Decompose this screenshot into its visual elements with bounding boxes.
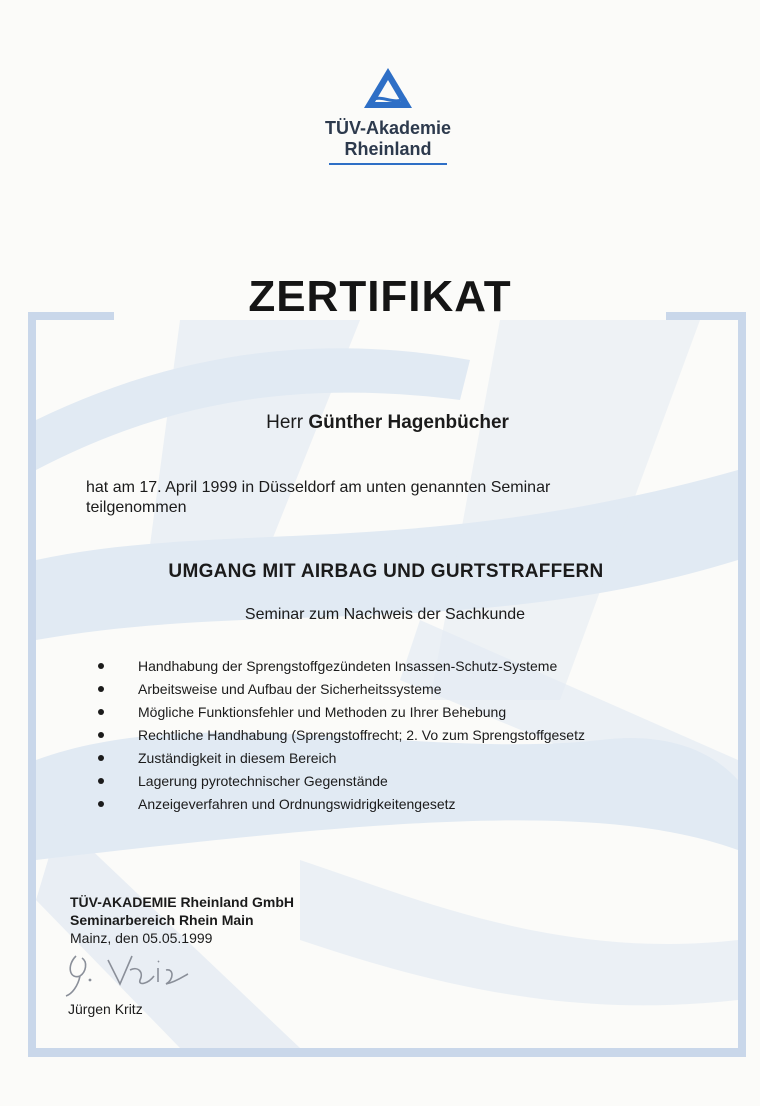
topic-text: Handhabung der Sprengstoffgezündeten Insassen-Schutz-Systeme — [138, 658, 558, 674]
bullet-icon — [98, 732, 104, 738]
statement-line-2: teilgenommen — [86, 499, 187, 516]
frame-bottom — [28, 1048, 746, 1057]
statement-line-1: hat am 17. April 1999 in Düsseldorf am unten genannten Seminar — [86, 479, 551, 496]
list-item — [94, 656, 654, 679]
issuer-block — [70, 893, 294, 947]
recipient-salutation: Herr — [266, 412, 304, 433]
bullet-icon — [98, 778, 104, 784]
topic-text: Lagerung pyrotechnischer Gegenstände — [138, 773, 388, 789]
topics-list — [94, 656, 654, 817]
topic-text: Mögliche Funktionsfehler und Methoden zu Ihrer Behebung — [138, 704, 507, 720]
recipient-name: Günther Hagenbücher — [308, 412, 509, 433]
topic-text: Rechtliche Handhabung (Sprengstoffrecht; 2. Vo zum Sprengstoffgesetz — [138, 727, 585, 743]
topic-text: Zuständigkeit in diesem Bereich — [138, 750, 337, 766]
handwritten-signature — [62, 946, 202, 998]
bullet-icon — [98, 709, 104, 715]
bullet-icon — [98, 801, 104, 807]
issue-place-date: Mainz, den 05.05.1999 — [70, 930, 213, 946]
logo-line-2: Rheinland — [344, 139, 432, 159]
signatory-name: Jürgen Kritz — [68, 1001, 143, 1017]
certificate-title: ZERTIFIKAT — [248, 272, 512, 321]
list-item — [94, 771, 654, 794]
topic-text: Arbeitsweise und Aufbau der Sicherheitssysteme — [138, 681, 442, 697]
issuer-division: Seminarbereich Rhein Main — [70, 912, 254, 928]
seminar-title: UMGANG MIT AIRBAG UND GURTSTRAFFERN — [168, 561, 604, 582]
seminar-subtitle: Seminar zum Nachweis der Sachkunde — [244, 606, 526, 623]
attendance-statement — [86, 478, 646, 518]
list-item — [94, 702, 654, 725]
logo-line-1: TÜV-Akademie — [324, 118, 452, 138]
topic-text: Anzeigeverfahren und Ordnungswidrigkeitengesetz — [138, 796, 456, 812]
recipient — [0, 412, 760, 434]
bullet-icon — [98, 663, 104, 669]
tuev-logo — [318, 66, 458, 165]
list-item — [94, 794, 654, 817]
triangle-logo-icon — [362, 66, 414, 110]
bullet-icon — [98, 755, 104, 761]
list-item — [94, 725, 654, 748]
list-item — [94, 679, 654, 702]
logo-underline — [329, 163, 447, 165]
list-item — [94, 748, 654, 771]
issuer-organization: TÜV-AKADEMIE Rheinland GmbH — [70, 894, 295, 910]
bullet-icon — [98, 686, 104, 692]
